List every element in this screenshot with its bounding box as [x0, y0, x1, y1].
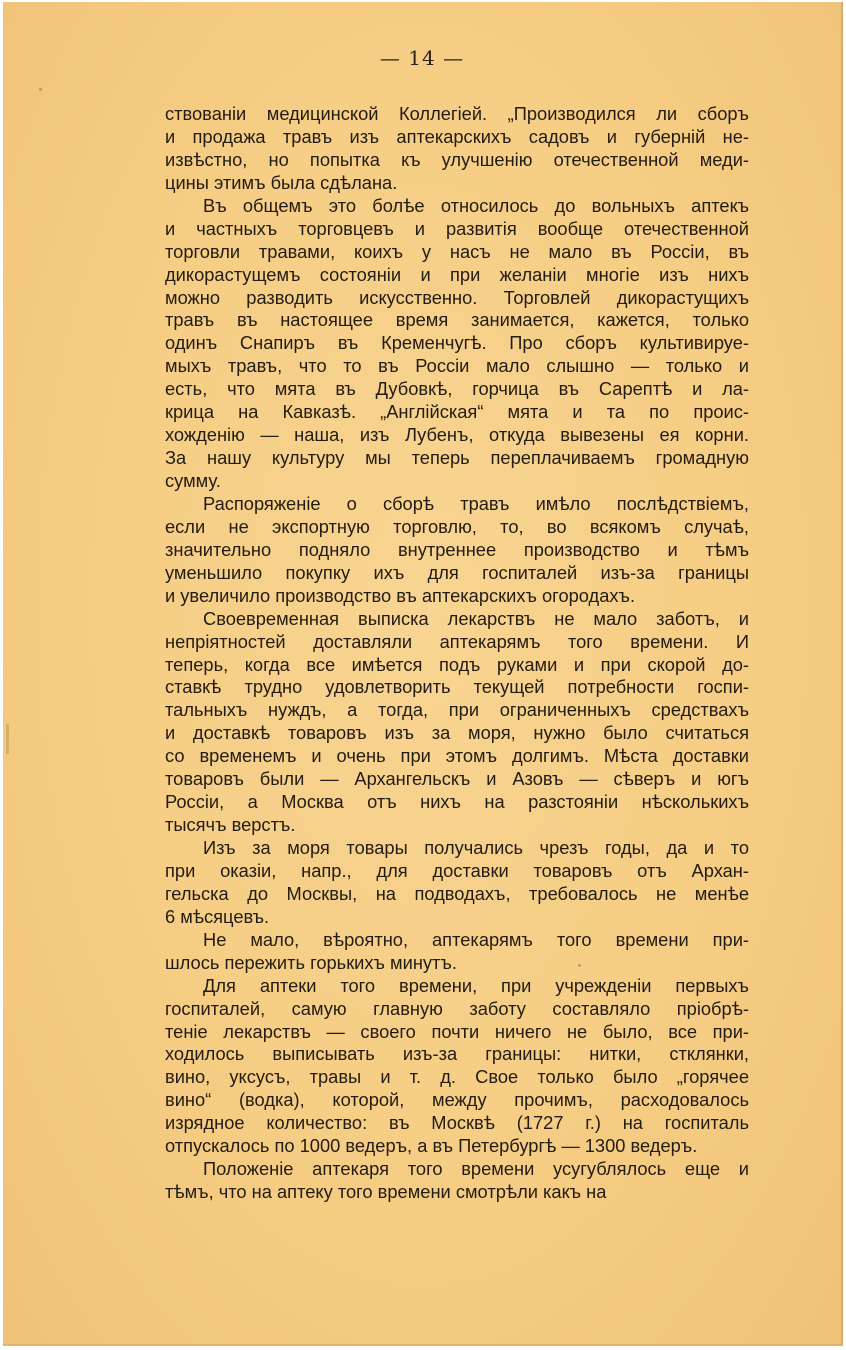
text-line: товаровъ были — Архангельскъ и Азовъ — сѣверъ и югъ — [165, 768, 749, 790]
book-page — [3, 2, 843, 1346]
text-line: ходилось выписывать изъ-за границы: нитки, стклянки, — [165, 1043, 749, 1065]
text-line: если не экспортную торговлю, то, во всякомъ случаѣ, — [165, 515, 749, 537]
text-line: изрядное количество: въ Москвѣ (1727 г.) на госпиталь — [165, 1112, 749, 1134]
paragraph — [165, 837, 749, 929]
text-line: уменьшило покупку ихъ для госпиталей изъ-за границы — [165, 561, 749, 583]
text-line: мыхъ травъ, что то въ Россіи мало слышно — только и — [165, 355, 749, 377]
text-line: Распоряженіе о сборѣ травъ имѣло послѣдствіемъ, — [203, 492, 749, 514]
text-line: и частныхъ торговцевъ и развитія вообще отечественной — [165, 217, 749, 239]
paragraph — [165, 493, 749, 608]
text-line: Для аптеки того времени, при учрежденіи первыхъ — [203, 974, 749, 996]
text-line: цины этимъ была сдѣлана. — [165, 171, 398, 193]
text-line: есть, что мята въ Дубовкѣ, горчица въ Сарептѣ и ла- — [165, 378, 749, 400]
text-line: со временемъ и очень при этомъ долгимъ. Мѣста доставки — [165, 745, 749, 767]
paragraph — [165, 195, 749, 493]
text-line: вино, уксусъ, травы и т. д. Свое только было „горячее — [165, 1066, 749, 1088]
text-line: Въ общемъ это болѣе относилось до вольныхъ аптекъ — [203, 194, 749, 216]
text-line: при оказіи, напр., для доставки товаровъ отъ Архан- — [165, 859, 749, 881]
margin-mark — [6, 724, 9, 754]
text-line: и увеличило производство въ аптекарскихъ огородахъ. — [165, 584, 636, 606]
text-line: теперь, когда все имѣется подъ руками и при скорой до- — [165, 653, 749, 675]
paragraph — [165, 1158, 749, 1204]
page-number: — 14 — — [379, 46, 465, 70]
text-line: ствованіи медицинской Коллегіей. „Производился ли сборъ — [165, 103, 749, 124]
paragraph — [165, 103, 749, 195]
text-line: Не мало, вѣроятно, аптекарямъ того времени при- — [203, 928, 749, 950]
text-line: За нашу культуру мы теперь переплачиваемъ громадную — [165, 447, 749, 469]
text-line: травъ въ настоящее время занимается, кажется, только — [165, 309, 749, 331]
text-line: сумму. — [165, 470, 221, 491]
text-line: отпускалось по 1000 ведеръ, а въ Петербургѣ — 1300 ведеръ. — [165, 1135, 698, 1157]
text-line: госпиталей, самую главную заботу составляло пріобрѣ- — [165, 997, 749, 1019]
body-text — [165, 103, 749, 1204]
text-line: тѣмъ, что на аптеку того времени смотрѣли какъ на — [165, 1181, 607, 1203]
text-line: значительно подняло внутреннее производство и тѣмъ — [165, 538, 749, 560]
text-line: Своевременная выписка лекарствъ не мало заботъ, и — [203, 607, 749, 629]
paragraph — [165, 608, 749, 837]
paragraph — [165, 975, 749, 1159]
text-line: ставкѣ трудно удовлетворить текущей потребности госпи- — [165, 676, 749, 698]
text-line: можно разводить искусственно. Торговлей дикорастущихъ — [165, 286, 749, 308]
text-line: тальныхъ нуждъ, а тогда, при ограниченныхъ средствахъ — [165, 699, 749, 721]
text-line: крица на Кавказѣ. „Англійская“ мята и та по проис- — [165, 401, 749, 423]
text-line: Изъ за моря товары получались чрезъ годы, да и то — [203, 837, 749, 858]
paper-speck — [39, 88, 42, 91]
text-line: и доставкѣ товаровъ изъ за моря, нужно было считаться — [165, 722, 749, 744]
text-line: Россіи, а Москва отъ нихъ на разстояніи нѣсколькихъ — [165, 791, 749, 813]
text-line: шлось пережить горькихъ минутъ. — [165, 951, 457, 973]
text-line: теніе лекарствъ — своего почти ничего не было, все при- — [165, 1020, 749, 1042]
text-line: вино“ (водка), которой, между прочимъ, расходовалось — [165, 1089, 749, 1111]
text-line: непріятностей доставляли аптекарямъ того времени. И — [165, 630, 749, 652]
text-line: хожденію — наша, изъ Лубенъ, откуда вывезены ея корни. — [165, 424, 749, 446]
text-line: гельска до Москвы, на подводахъ, требовалось не менѣе — [165, 882, 749, 904]
paragraph — [165, 929, 749, 975]
text-line: тысячъ верстъ. — [165, 814, 296, 836]
text-line: извѣстно, но попытка къ улучшенію отечественной меди- — [165, 148, 749, 170]
text-line: дикорастущемъ состояніи и при желаніи многіе изъ нихъ — [165, 263, 749, 285]
text-line: Положеніе аптекаря того времени усугублялось еще и — [203, 1158, 749, 1180]
text-line: торговли травами, коихъ у насъ не мало въ Россіи, въ — [165, 240, 749, 262]
text-line: одинъ Снапиръ въ Кременчугѣ. Про сборъ культивируе- — [165, 332, 749, 354]
text-line: 6 мѣсяцевъ. — [165, 905, 270, 927]
text-line: и продажа травъ изъ аптекарскихъ садовъ и губерній не- — [165, 125, 749, 147]
